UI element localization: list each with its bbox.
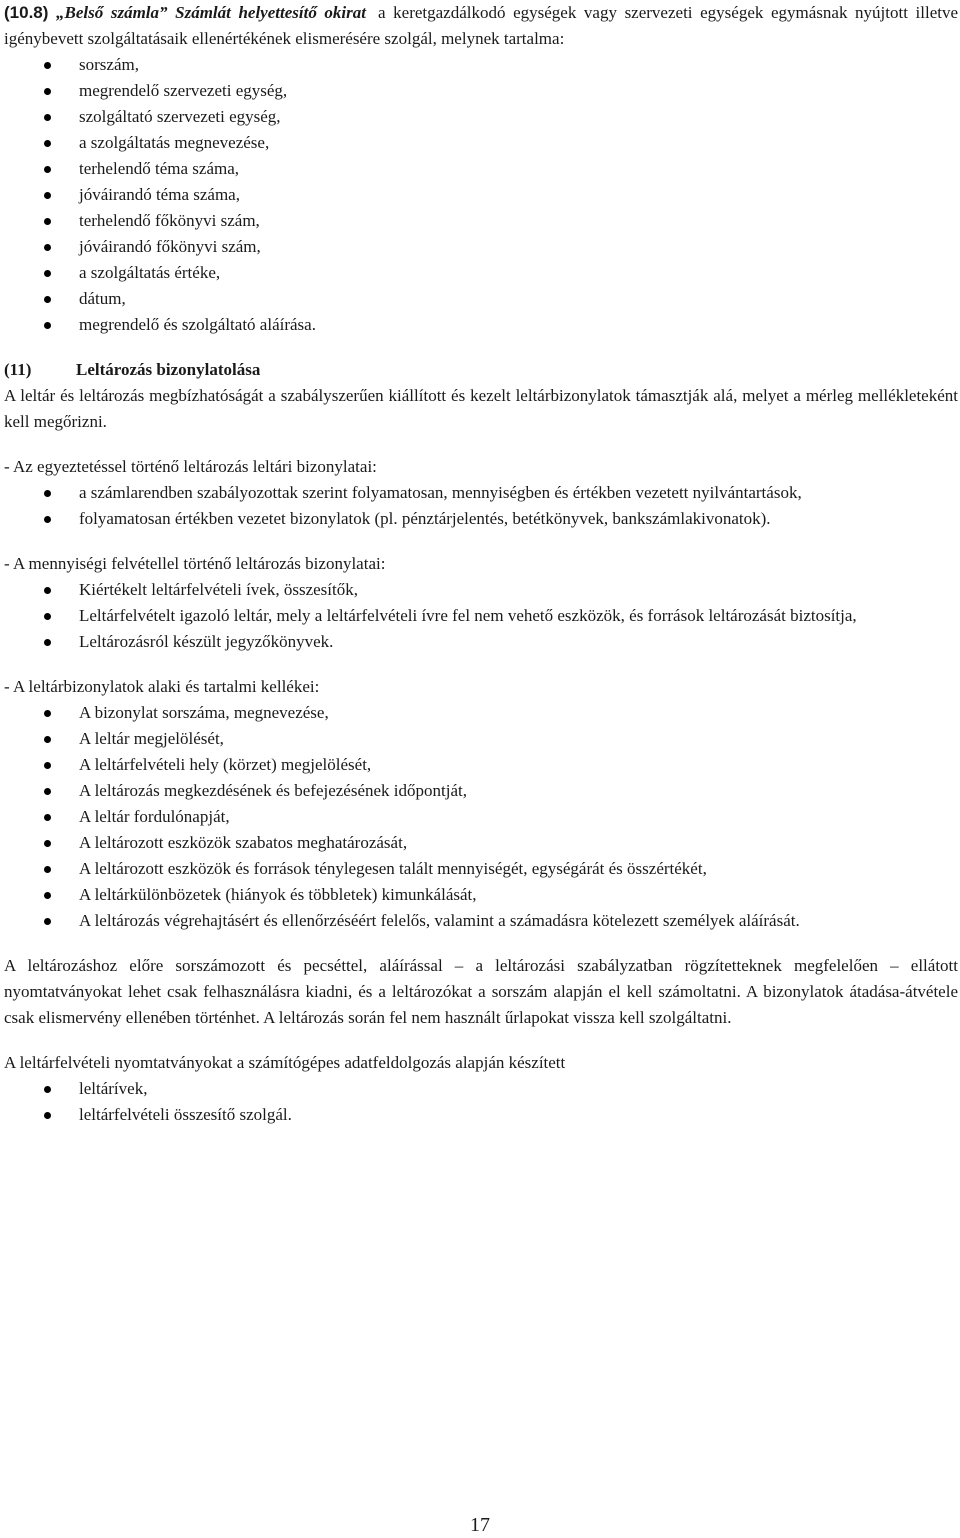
section-title: Leltározás bizonylatolása (76, 360, 261, 379)
list-item: A leltározott eszközök és források ténylegesen talált mennyiségét, egységárát és összértékét, (4, 856, 958, 882)
list-item: sorszám, (4, 52, 958, 78)
egyeztetes-heading: - Az egyeztetéssel történő leltározás leltári bizonylatai: (4, 457, 377, 476)
list-item: Leltározásról készült jegyzőkönyvek. (4, 629, 958, 655)
kellekek-list (4, 700, 958, 934)
list-item: szolgáltató szervezeti egység, (4, 104, 958, 130)
list-item: A leltározás megkezdésének és befejezésének időpontját, (4, 778, 958, 804)
kellekek-heading: - A leltárbizonylatok alaki és tartalmi kellékei: (4, 677, 320, 696)
section-number: (11) (4, 360, 32, 379)
list-item: folyamatosan értékben vezetet bizonylatok (pl. pénztárjelentés, betétkönyvek, bankszámlakivonatok). (4, 506, 958, 532)
list-item: megrendelő szervezeti egység, (4, 78, 958, 104)
list-item: Kiértékelt leltárfelvételi ívek, összesítők, (4, 577, 958, 603)
list-item: a szolgáltatás értéke, (4, 260, 958, 286)
nyomtatvany-paragraph: A leltározáshoz előre sorszámozott és pecséttel, aláírással – a leltározási szabályzatban rögzítetteknek megfelelően – ellátott nyomtatványokat lehet csak felhasználásra kiadni, és a leltározókat a sorszám alapján el kell számoltatni. A bizonylatok átadása-átvétele csak elismervény ellenében történhet. A leltározás során fel nem használt űrlapokat vissza kell szolgáltatni. (4, 956, 958, 1027)
mennyisegi-heading: - A mennyiségi felvétellel történő leltározás bizonylatai: (4, 554, 386, 573)
section-number: (10.8) (4, 3, 49, 22)
list-item: megrendelő és szolgáltató aláírása. (4, 312, 958, 338)
list-item: A leltározás végrehajtásért és ellenőrzéséért felelős, valamint a számadásra kötelezett személyek aláírását. (4, 908, 958, 934)
section-title: „Belső számla” Számlát helyettesítő okirat (56, 3, 366, 22)
section-11-heading (4, 357, 958, 383)
list-item: jóváirandó főkönyvi szám, (4, 234, 958, 260)
section-intro-text: a keretgazdálkodó egységek vagy szervezeti egységek egymásnak nyújtott illetve igénybevett szolgáltatásaik ellenértékének elismerésére szolgál, melynek tartalma: (4, 3, 959, 48)
list-item: A leltárkülönbözetek (hiányok és többletek) kimunkálását, (4, 882, 958, 908)
section-10-8-list (4, 52, 958, 338)
list-item: leltárívek, (4, 1076, 958, 1102)
mennyisegi-list (4, 577, 958, 655)
list-item: a számlarendben szabályozottak szerint folyamatosan, mennyiségben és értékben vezetett nyilvántartások, (4, 480, 958, 506)
ivek-heading: A leltárfelvételi nyomtatványokat a számítógépes adatfeldolgozás alapján készített (4, 1053, 566, 1072)
list-item: dátum, (4, 286, 958, 312)
egyeztetes-list (4, 480, 958, 532)
ivek-list (4, 1076, 958, 1128)
section-10-8-intro (4, 0, 958, 52)
section-11-paragraph: A leltár és leltározás megbízhatóságát a szabályszerűen kiállított és kezelt leltárbizonylatok támasztják alá, melyet a mérleg mellékleteként kell megőrizni. (4, 386, 958, 431)
page-number: 17 (470, 1514, 490, 1536)
list-item: a szolgáltatás megnevezése, (4, 130, 958, 156)
list-item: A leltár fordulónapját, (4, 804, 958, 830)
list-item: A leltárfelvételi hely (körzet) megjelölését, (4, 752, 958, 778)
list-item: terhelendő téma száma, (4, 156, 958, 182)
list-item: A bizonylat sorszáma, megnevezése, (4, 700, 958, 726)
list-item: jóváirandó téma száma, (4, 182, 958, 208)
list-item: A leltár megjelölését, (4, 726, 958, 752)
list-item: A leltározott eszközök szabatos meghatározását, (4, 830, 958, 856)
list-item: terhelendő főkönyvi szám, (4, 208, 958, 234)
list-item: leltárfelvételi összesítő szolgál. (4, 1102, 958, 1128)
list-item: Leltárfelvételt igazoló leltár, mely a leltárfelvételi ívre fel nem vehető eszközök, és források leltározását biztosítja, (4, 603, 958, 629)
